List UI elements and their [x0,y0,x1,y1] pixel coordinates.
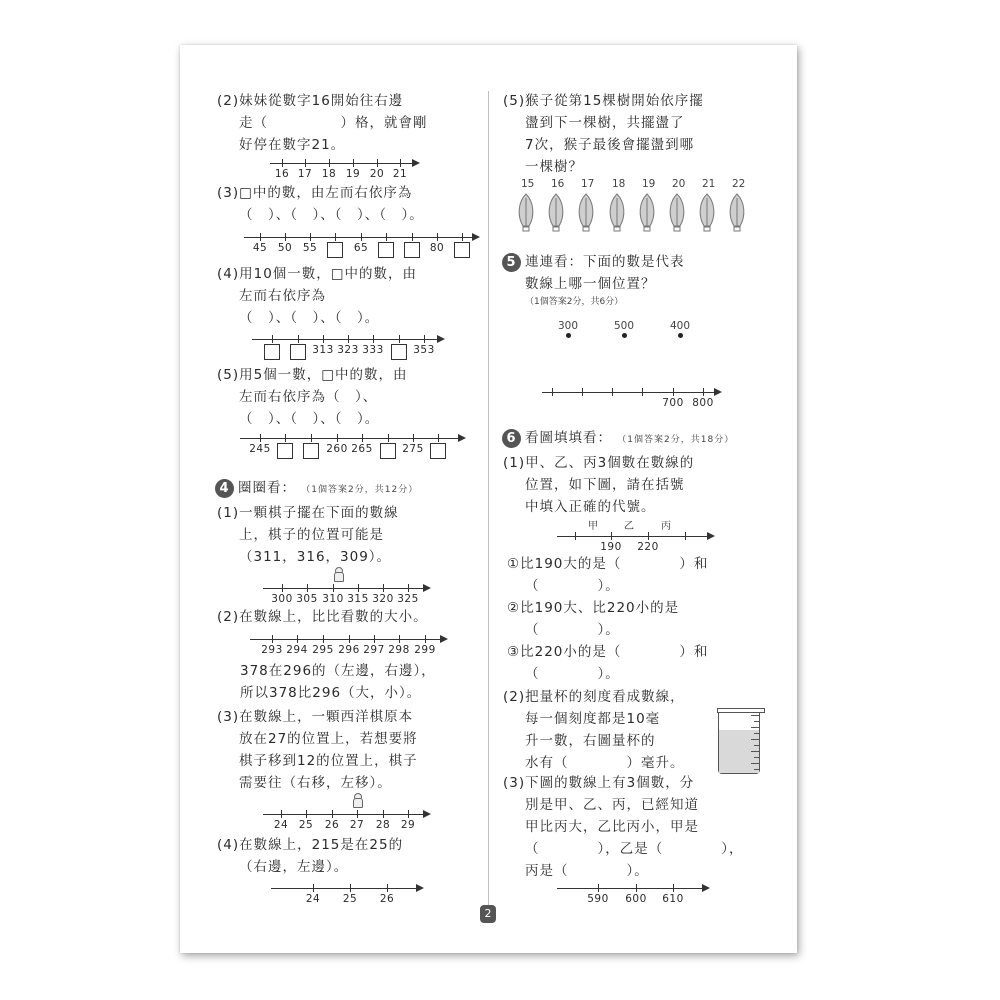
s4-q2-answer [240,660,436,704]
text-line: 左而右依序為（ ）、 [239,389,378,405]
text-line: 升一數，右圖量杯的 [525,733,656,749]
question-2-text [217,90,428,156]
text-line[interactable]: 378在296的（左邊，右邊）， [240,663,436,679]
text-line: （ ）、（ ）、（ ）、（ ）。 [239,207,424,223]
text-line[interactable]: （ ）。 [525,578,620,594]
text-line: (3)在數線上，一顆西洋棋原本 [217,709,414,725]
text-line: （311，316，309）。 [239,549,392,565]
text-line: 左而右依序為 [239,288,326,304]
number-line-q2: 16 17 18 19 20 21 [270,157,420,185]
text-line[interactable]: 丙是（ ）。 [525,863,649,879]
number-line-q4: 313 323 333 353 [252,333,452,361]
text-line: 走（ ）格，就會剛 [239,115,428,131]
question-4-text [217,263,417,329]
section-number-badge: 6 [502,429,521,448]
text-line: 好停在數字21。 [239,137,346,153]
page-number-badge: 2 [480,905,496,923]
connect-dot[interactable] [566,333,571,338]
column-divider [488,91,489,911]
text-line[interactable]: 所以378比296（大，小）。 [240,685,422,701]
text-line: 盪到下一棵樹，共擺盪了 [525,115,685,131]
number-line-q3: 45 50 55 65 80 [244,231,484,259]
text-line[interactable]: （右邊，左邊）。 [239,859,349,875]
chess-pawn-icon [334,567,342,581]
section-number-badge: 5 [502,253,521,272]
text-line[interactable]: （ ）。 [525,666,620,682]
text-line: (4)用10個一數，□中的數，由 [217,266,418,282]
text-line: (2)妹妹從數字16開始往右邊 [217,93,404,109]
section-4-header [215,477,418,501]
answer-box[interactable] [391,344,407,360]
s6-q1-text [503,452,694,518]
text-line: 一棵樹？ [525,159,583,175]
text-line: （ ）、（ ）、（ ）。 [239,411,380,427]
answer-box[interactable] [264,344,280,360]
text-line[interactable]: 水有（ ）毫升。 [525,755,685,771]
text-line: ②比190大、比220小的是 [507,600,680,616]
text-line[interactable]: 需要往（右移，左移）。 [239,775,392,791]
text-line[interactable]: ①比190大的是（ ）和 [507,556,709,572]
number-line-s5: 700 800 [542,386,727,414]
text-line: 中填入正確的代號。 [525,499,656,515]
question-3-text [217,182,424,226]
point-label: 300 [558,320,579,332]
text-line: (5)用5個一數，□中的數，由 [217,367,408,383]
text-line: 每一個刻度都是10毫 [525,711,661,727]
text-line: (3)□中的數，由左而右依序為 [217,185,413,201]
point-label: 500 [614,320,635,332]
answer-box[interactable] [277,443,293,459]
answer-box[interactable] [380,443,396,459]
s6-q3-text [503,772,744,882]
answer-box[interactable] [430,443,446,459]
text-line: (5)猴子從第15棵樹開始依序擺 [503,93,704,109]
section-title: 看圖填填看： [525,430,612,446]
section-title-line2: 數線上哪一個位置？ [525,276,656,292]
text-line: 7次，猴子最後會擺盪到哪 [525,137,695,153]
s4-q2-text: (2)在數線上，比比看數的大小。 [217,609,428,625]
connect-dot[interactable] [678,333,683,338]
number-line-s4q2: 293 294 295 296 297 298 299 [250,633,450,661]
text-line[interactable]: ③比220小的是（ ）和 [507,644,709,660]
text-line: 棋子移到12的位置上，棋子 [239,753,418,769]
tree-icons [515,192,755,234]
text-line: (2)把量杯的刻度看成數線， [503,689,685,705]
section-number-badge: 4 [215,479,234,498]
s4-q1-text [217,502,399,568]
number-line-s4q3: 24 25 26 27 28 29 [263,808,433,836]
text-line: 甲比丙大，乙比丙小，甲是 [525,819,699,835]
section-5-header [502,251,685,295]
section-title: 連連看：下面的數是代表 [525,254,685,270]
text-line: 位置，如下圖，請在括號 [525,477,685,493]
measuring-cup-icon [718,711,760,774]
text-line: (1)一顆棋子擺在下面的數線 [217,505,399,521]
number-line-s6q3: 590 600 610 [557,882,712,910]
tree-question-text [503,90,704,178]
answer-box[interactable] [404,242,420,258]
s4-q3-text [217,706,418,794]
text-line: (3)下圖的數線上有3個數，分 [503,775,695,791]
section-title: 圈圈看： [238,480,296,496]
text-line: (4)在數線上，215是在25的 [217,837,404,853]
text-line: （ ）、（ ）、（ ）。 [239,310,380,326]
point-label: 400 [670,320,691,332]
answer-box[interactable] [303,443,319,459]
s6-q1-sub [507,553,708,685]
text-line: (1)甲、乙、丙3個數在數線的 [503,455,695,471]
question-5-text [217,364,407,430]
number-line-s6q1: 甲 190 乙 220 丙 [557,530,717,558]
score-note: （1個答案2分，共6分） [525,297,624,307]
answer-box[interactable] [454,242,470,258]
s6-q2-text [503,686,685,774]
number-line-s4q1: 300 305 310 315 320 325 [263,582,433,610]
connect-dot[interactable] [622,333,627,338]
answer-box[interactable] [378,242,394,258]
score-note: （1個答案2分，共18分） [617,435,735,445]
answer-box[interactable] [327,242,343,258]
number-line-q5: 245 260 265 275 [240,432,470,460]
number-line-s4q4: 24 25 26 [271,882,426,910]
text-line[interactable]: （ ）。 [525,622,620,638]
section-6-header [502,427,734,451]
s4-q4-text [217,834,403,878]
score-note: （1個答案2分，共12分） [301,485,419,495]
answer-box[interactable] [290,344,306,360]
text-line: 上，棋子的位置可能是 [239,527,384,543]
text-line[interactable]: （ ），乙是（ ）， [525,841,744,857]
text-line: 放在27的位置上，若想要將 [239,731,418,747]
chess-pawn-icon [353,793,361,807]
text-line: 別是甲、乙、丙，已經知道 [525,797,699,813]
